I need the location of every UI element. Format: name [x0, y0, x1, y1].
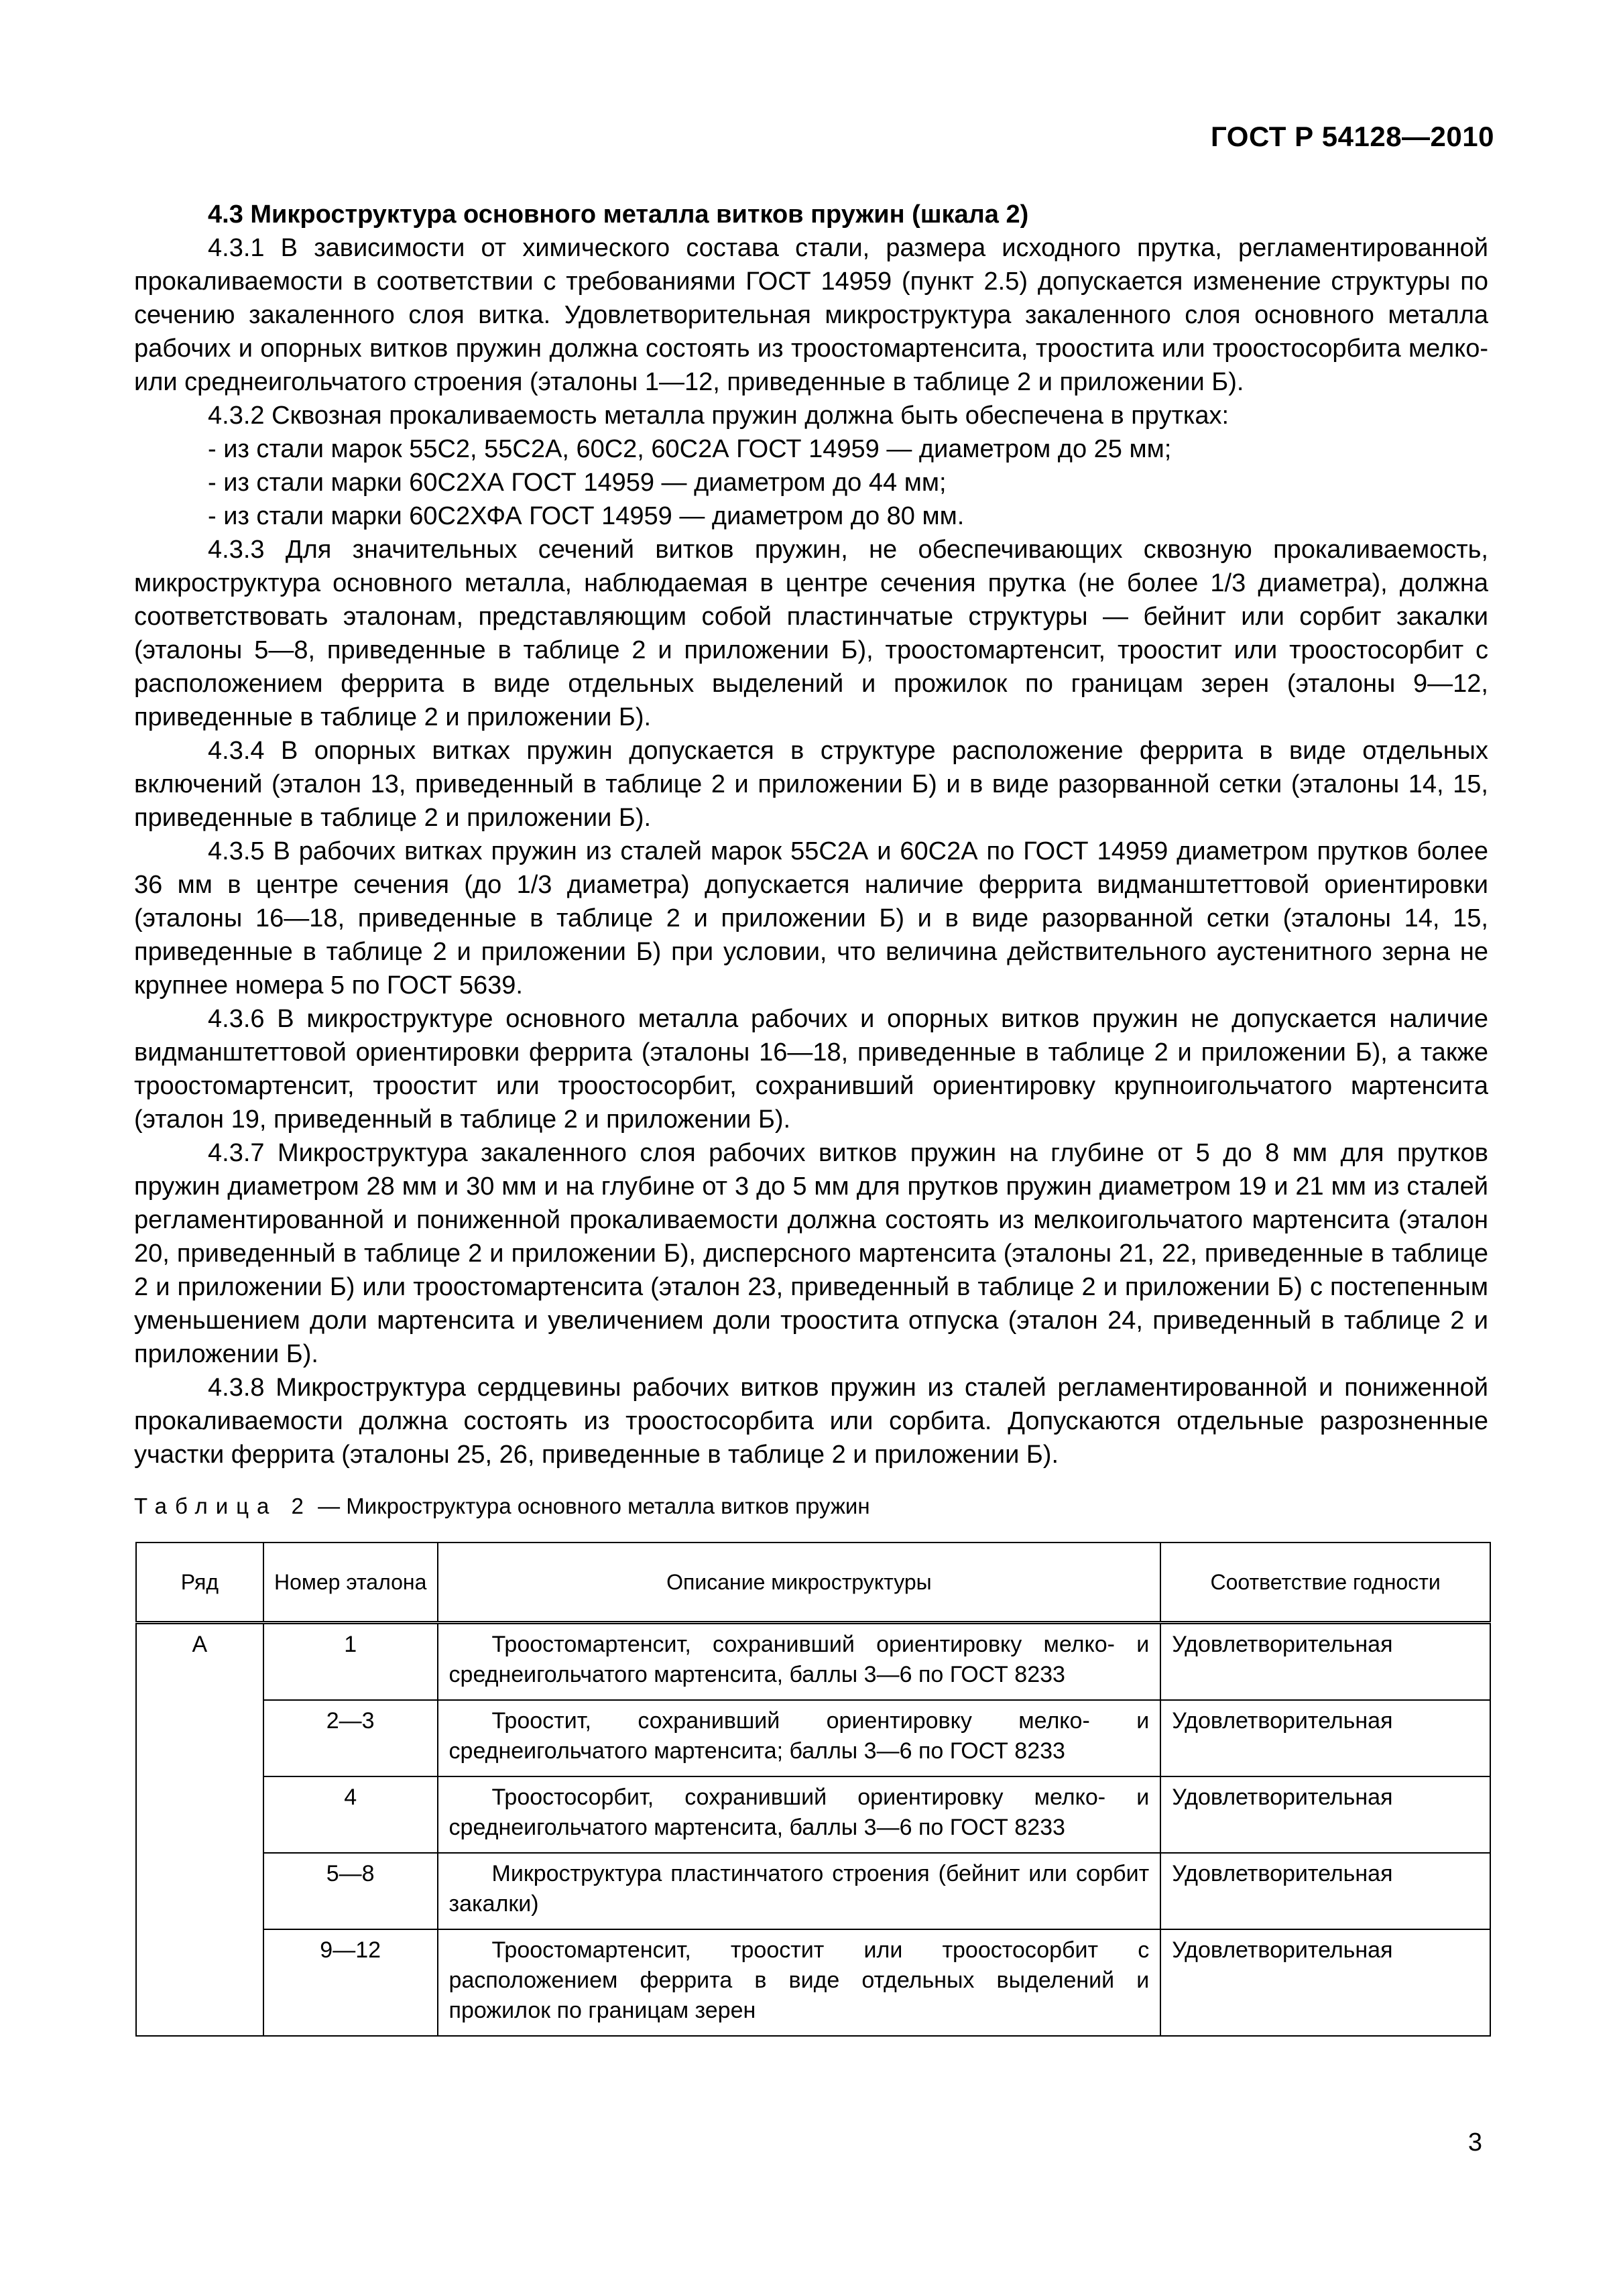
paragraph-4-3-6: 4.3.6 В микроструктуре основного металла рабочих и опорных витков пружин не допускается наличие видманштеттовой ориентировки феррита (эталоны 16—18, приведенные в таблице 2 и приложении Б), а также троостомартенсит, троостит или троостосорбит, сохранивший ориентировку крупноигольчатого мартенсита (эталон 19, приведенный в таблице 2 и приложении Б).: [134, 1005, 1488, 1134]
description-text: Троостомартенсит, троостит или троостосорбит с расположением феррита в виде отдельных выделений и прожилок по границам зерен: [448, 1937, 1150, 2023]
description-text: Троостит, сохранивший ориентировку мелко- и среднеигольчатого мартенсита; баллы 3—6 по ГОСТ 8233: [448, 1708, 1150, 1764]
description-cell: [438, 1700, 1161, 1776]
table-row: [136, 1700, 1490, 1776]
paragraph-4-3-8: 4.3.8 Микроструктура сердцевины рабочих витков пружин из сталей регламентированной и пониженной прокаливаемости должна состоять из троостосорбита или сорбита. Допускаются отдельные разрозненные участки феррита (эталоны 25, 26, приведенные в таблице 2 и приложении Б).: [134, 1374, 1488, 1469]
etalon-cell: 2—3: [263, 1700, 438, 1776]
table-caption-label: Таблица 2: [134, 1494, 312, 1518]
description-text: Троостомартенсит, сохранивший ориентировку мелко- и среднеигольчатого мартенсита, баллы 3—6 по ГОСТ 8233: [448, 1632, 1150, 1687]
suitability-cell: Удовлетворительная: [1160, 1929, 1490, 2036]
paragraph-4-3-2: 4.3.2 Сквозная прокаливаемость металла пружин должна быть обеспечена в прутках:: [208, 402, 1229, 430]
paragraph-4-3-3: 4.3.3 Для значительных сечений витков пружин, не обеспечивающих сквозную прокаливаемость, микроструктура основного металла, наблюдаемая в центре сечения прутка (не более 1/3 диаметра), должна соответствовать эталонам, представляющим собой пластинчатые структуры — бейнит или сорбит закалки (эталоны 5—8, приведенные в таблице 2 и приложении Б), троостомартенсит, троостит или троостосорбит с расположением феррита в виде отдельных выделений и прожилок по границам зерен (эталоны 9—12, приведенные в таблице 2 и приложении Б).: [134, 536, 1488, 731]
list-item: - из стали марки 60С2ХА ГОСТ 14959 — диаметром до 44 мм;: [208, 469, 947, 497]
description-cell: [438, 1929, 1161, 2036]
header-suitability: Соответствие годности: [1160, 1543, 1490, 1623]
document-header: ГОСТ Р 54128—2010: [1211, 121, 1494, 152]
microstructure-table: [135, 1542, 1491, 2037]
etalon-cell: 9—12: [263, 1929, 438, 2036]
suitability-cell: Удовлетворительная: [1160, 1623, 1490, 1701]
etalon-cell: 4: [263, 1776, 438, 1853]
suitability-cell: Удовлетворительная: [1160, 1776, 1490, 1853]
description-cell: [438, 1623, 1161, 1701]
suitability-cell: Удовлетворительная: [1160, 1853, 1490, 1929]
table-row: [136, 1853, 1490, 1929]
etalon-cell: 5—8: [263, 1853, 438, 1929]
description-text: Микроструктура пластинчатого строения (бейнит или сорбит закалки): [448, 1861, 1150, 1917]
header-description: Описание микроструктуры: [438, 1543, 1161, 1623]
paragraph-4-3-7: 4.3.7 Микроструктура закаленного слоя рабочих витков пружин на глубине от 5 до 8 мм для прутков пружин диаметром 28 мм и 30 мм и на глубине от 3 до 5 мм для прутков пружин диаметром 19 и 21 мм из сталей регламентированной и пониженной прокаливаемости должна состоять из мелкоигольчатого мартенсита (эталон 20, приведенный в таблице 2 и приложении Б), дисперсного мартенсита (эталоны 21, 22, приведенные в таблице 2 и приложении Б) или троостомартенсита (эталон 23, приведенный в таблице 2 и приложении Б) с постепенным уменьшением доли мартенсита и увеличением доли троостита отпуска (эталон 24, приведенный в таблице 2 и приложении Б).: [134, 1139, 1488, 1368]
table-row: [136, 1623, 1490, 1701]
table-header-row: [136, 1543, 1490, 1623]
page-number: 3: [1467, 2128, 1482, 2157]
paragraph-4-3-5: 4.3.5 В рабочих витках пружин из сталей марок 55С2А и 60С2А по ГОСТ 14959 диаметром прутков более 36 мм в центре сечения (до 1/3 диаметра) допускается наличие феррита видманштеттовой ориентировки (эталоны 16—18, приведенные в таблице 2 и приложении Б) и в виде разорванной сетки (эталоны 14, 15, приведенные в таблице 2 и приложении Б) при условии, что величина действительного аустенитного зерна не крупнее номера 5 по ГОСТ 5639.: [134, 837, 1488, 1000]
row-group-cell: А: [136, 1623, 263, 2037]
table-row: [136, 1776, 1490, 1853]
description-text: Троостосорбит, сохранивший ориентировку мелко- и среднеигольчатого мартенсита, баллы 3—6 по ГОСТ 8233: [448, 1785, 1150, 1840]
section-title: 4.3 Микроструктура основного металла витков пружин (шкала 2): [208, 200, 1029, 229]
paragraph-4-3-4: 4.3.4 В опорных витках пружин допускается в структуре расположение феррита в виде отдельных включений (эталон 13, приведенный в таблице 2 и приложении Б) и в виде разорванной сетки (эталоны 14, 15, приведенные в таблице 2 и приложении Б).: [134, 737, 1488, 832]
paragraph-4-3-1: 4.3.1 В зависимости от химического состава стали, размера исходного прутка, регламентированной прокаливаемости в соответствии с требованиями ГОСТ 14959 (пункт 2.5) допускается изменение структуры по сечению закаленного слоя витка. Удовлетворительная микроструктура закаленного слоя основного металла рабочих и опорных витков пружин должна состоять из троостомартенсита, троостита или троостосорбита мелко- или среднеигольчатого строения (эталоны 1—12, приведенные в таблице 2 и приложении Б).: [134, 234, 1488, 396]
table-caption: [134, 1494, 870, 1519]
table-row: [136, 1929, 1490, 2036]
list-item: - из стали марки 60С2ХФА ГОСТ 14959 — диаметром до 80 мм.: [208, 502, 965, 530]
etalon-cell: 1: [263, 1623, 438, 1701]
description-cell: [438, 1776, 1161, 1853]
suitability-cell: Удовлетворительная: [1160, 1700, 1490, 1776]
section-body: [134, 198, 1488, 1471]
header-row: Ряд: [136, 1543, 263, 1623]
table-caption-text: — Микроструктура основного металла витков пружин: [311, 1494, 870, 1518]
list-item: - из стали марок 55С2, 55С2А, 60С2, 60С2А ГОСТ 14959 — диаметром до 25 мм;: [208, 435, 1172, 463]
header-etalon: Номер эталона: [263, 1543, 438, 1623]
description-cell: [438, 1853, 1161, 1929]
